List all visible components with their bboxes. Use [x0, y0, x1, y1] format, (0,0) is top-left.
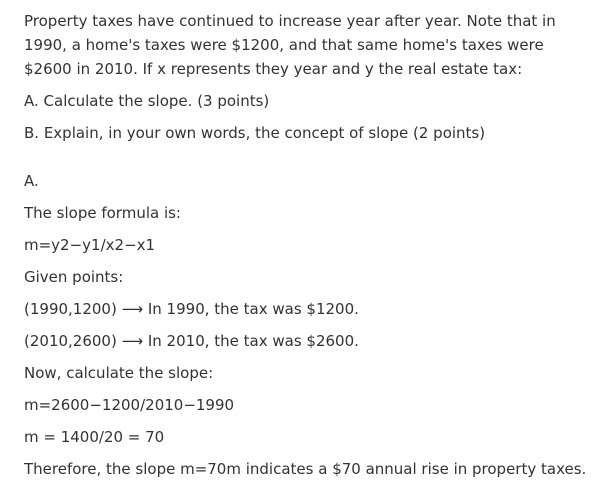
answer-line-conclusion: Therefore, the slope m=70m indicates a $70 annual rise in property taxes. [24, 460, 587, 478]
post-content [24, 9, 590, 489]
answer-line-formula-intro: The slope formula is: [24, 204, 181, 222]
question-part-a: A. Calculate the slope. (3 points) [24, 92, 270, 110]
answer-block [24, 169, 590, 489]
answer-line-given-points: Given points: [24, 268, 124, 286]
answer-line-calc-intro: Now, calculate the slope: [24, 364, 214, 382]
question-text: Property taxes have continued to increase year after year. Note that in 1990, a home's taxes were $1200, and that same home's taxes were $2600 in 2010. If x represents they year and y the real estate tax: [24, 12, 556, 78]
answer-part-label: A. [24, 172, 39, 190]
answer-line-result: m = 1400/20 = 70 [24, 428, 165, 446]
answer-line-point-2: (2010,2600) ⟶ In 2010, the tax was $2600. [24, 332, 359, 350]
question-block [24, 9, 590, 145]
answer-line-point-1: (1990,1200) ⟶ In 1990, the tax was $1200. [24, 300, 359, 318]
answer-line-formula: m=y2−y1/x2−x1 [24, 236, 156, 254]
answer-line-substitution: m=2600−1200/2010−1990 [24, 396, 235, 414]
question-part-b: B. Explain, in your own words, the concept of slope (2 points) [24, 124, 486, 142]
